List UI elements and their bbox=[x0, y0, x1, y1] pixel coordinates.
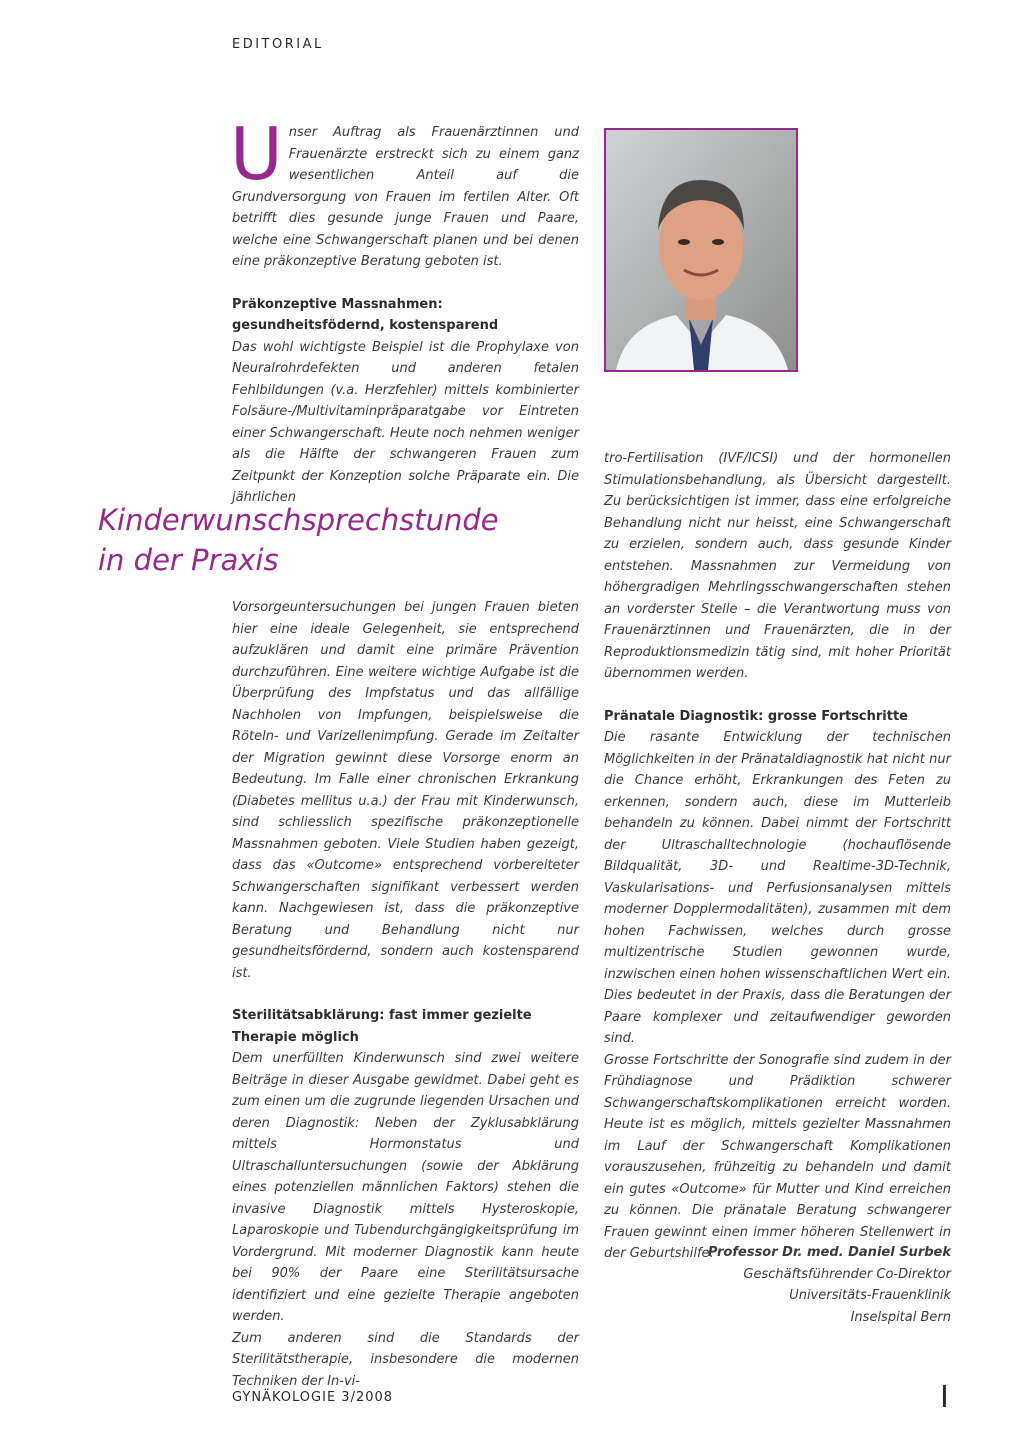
headline-line-1: Kinderwunschsprechstunde bbox=[98, 503, 499, 537]
drop-cap: U bbox=[230, 112, 283, 196]
section-heading-praenatal: Pränatale Diagnostik: grosse Fortschritte bbox=[604, 708, 909, 724]
author-photo bbox=[604, 128, 798, 372]
journal-footer: GYNÄKOLOGIE 3/2008 bbox=[232, 1390, 394, 1405]
author-place: Inselspital Bern bbox=[850, 1309, 951, 1325]
section-text-praekonzeptive: Das wohl wichtigste Beispiel ist die Prophylaxe von Neuralrohrdefekten und anderen fetalen Fehlbildungen (v.a. Herzfehler) mittels kombinierter Folsäure-/Multivitaminpräparatgabe vor Eintreten einer Schwangerschaft. Heute noch nehmen weniger als die Hälfte der schwangeren Frauen zum Zeitpunkt der Konzeption solche Präparate ein. Die jährlichen bbox=[232, 339, 579, 505]
paragraph-praenataldiagnostik: Die rasante Entwicklung der technischen Möglichkeiten in der Pränataldiagnostik hat nicht nur die Chance erhöht, Erkrankungen des Feten zu erkennen, sondern auch, diese im Mutterleib behandeln zu können. Dabei nimmt der Fortschritt der Ultraschalltechnologie (hochauflösende Bildqualität, 3D- und Realtime-3D-Technik, Vaskularisations- und Perfusionsanalysen mittels moderner Dopplermodalitäten), zusammen mit dem hohen Fachwissen, welches durch grosse multizentrische Studien gewonnen wurde, inzwischen einen hohen wissenschaftlichen Wert ein. Dies bedeutet in der Praxis, dass die Beratungen der Paare komplexer und zeitaufwendiger geworden sind. bbox=[604, 730, 951, 1046]
intro-paragraph bbox=[230, 112, 579, 509]
portrait-image bbox=[606, 130, 796, 370]
article-headline bbox=[98, 500, 499, 580]
section-label: EDITORIAL bbox=[232, 37, 324, 52]
column-right-body bbox=[604, 448, 951, 1265]
author-name: Professor Dr. med. Daniel Surbek bbox=[707, 1245, 951, 1260]
column-left-body bbox=[232, 597, 579, 1392]
paragraph-sonografie: Grosse Fortschritte der Sonografie sind zudem in der Frühdiagnose und Prädiktion schwerer Schwangerschaftskomplikationen erreicht worden. Heute ist es möglich, mittels gezielter Massnahmen im Lauf der Schwangerschaft Komplikationen vorauszusehen, frühzeitig zu behandeln und damit ein gutes «Outcome» für Mutter und Kind erreichen zu können. Die pränatale Beratung schwangerer Frauen gewinnt einen immer höheren Stellenwert in der Geburtshilfe. bbox=[604, 1052, 951, 1261]
paragraph-sterilitaetstherapie: Zum anderen sind die Standards der Sterilitätstherapie, insbesondere die modernen Techniken der In-vi- bbox=[232, 1330, 579, 1389]
paragraph-ivf: tro-Fertilisation (IVF/ICSI) und der hormonellen Stimulationsbehandlung, als Übersicht dargestellt. Zu berücksichtigen ist immer, dass eine erfolgreiche Behandlung nicht nur heisst, eine Schwangerschaft zu erzielen, sondern auch, dass gesunde Kinder entstehen. Massnahmen zur Vermeidung von höhergradigen Mehrlingsschwangerschaften stehen an vorderster Stelle – die Verantwortung muss von Frauenärztinnen und Frauenärzten, die in der Reproduktionsmedizin tätig sind, mit hoher Priorität übernommen werden. bbox=[604, 451, 951, 681]
author-institution: Universitäts-Frauenklinik bbox=[789, 1288, 951, 1303]
page-number: I bbox=[940, 1380, 949, 1415]
section-heading-praekonzeptive: Präkonzeptive Massnahmen: gesundheitsfödernd, kostensparend bbox=[232, 296, 499, 333]
section-heading-sterilitaet: Sterilitätsabklärung: fast immer gezielte Therapie möglich bbox=[232, 1008, 532, 1045]
author-signature bbox=[604, 1242, 951, 1328]
author-role: Geschäftsführender Co-Direktor bbox=[743, 1266, 951, 1282]
headline-line-2: in der Praxis bbox=[98, 543, 279, 577]
intro-text: nser Auftrag als Frauenärztinnen und Frauenärzte erstreckt sich zu einem ganz wesentlichen Anteil auf die Grundversorgung von Frauen im fertilen Alter. Oft betrifft dies gesunde junge Frauen und Paare, welche eine Schwangerschaft planen und bei denen eine präkonzeptive Beratung geboten ist. bbox=[232, 125, 579, 269]
paragraph-kinderwunsch: Dem unerfüllten Kinderwunsch sind zwei weitere Beiträge in dieser Ausgabe gewidmet. Dabei geht es zum einen um die zugrunde liegenden Ursachen und deren Diagnostik: Neben der Zyklusabklärung mittels Hormonstatus und Ultraschalluntersuchungen (sowie der Abklärung eines potenziellen männlichen Faktors) stehen die invasive Diagnostik mittels Hysteroskopie, Laparoskopie und Tubendurchgängigkeitsprüfung im Vordergrund. Mit moderner Diagnostik kann heute bei 90% der Paare eine Sterilitätsursache identifiziert und eine gezielte Therapie angeboten werden. bbox=[232, 1051, 579, 1324]
paragraph-vorsorge: Vorsorgeuntersuchungen bei jungen Frauen bieten hier eine ideale Gelegenheit, sie entsprechend aufzuklären und damit eine primäre Prävention durchzuführen. Eine weitere wichtige Aufgabe ist die Überprüfung des Impfstatus und das allfällige Nachholen von Impfungen, beispielsweise die Röteln- und Varizellenimpfung. Gerade im Zeitalter der Migration gewinnt diese Vorsorge enorm an Bedeutung. Im Falle einer chronischen Erkrankung (Diabetes mellitus u.a.) der Frau mit Kinderwunsch, sind schliesslich spezifische präkonzeptionelle Massnahmen geboten. Viele Studien haben gezeigt, dass das «Outcome» entsprechend vorbereiteter Schwangerschaften signifikant verbessert werden kann. Nachgewiesen ist, dass die präkonzeptive Beratung und Behandlung nicht nur gesundheitsfördernd, sondern auch kostensparend ist. bbox=[232, 600, 579, 981]
